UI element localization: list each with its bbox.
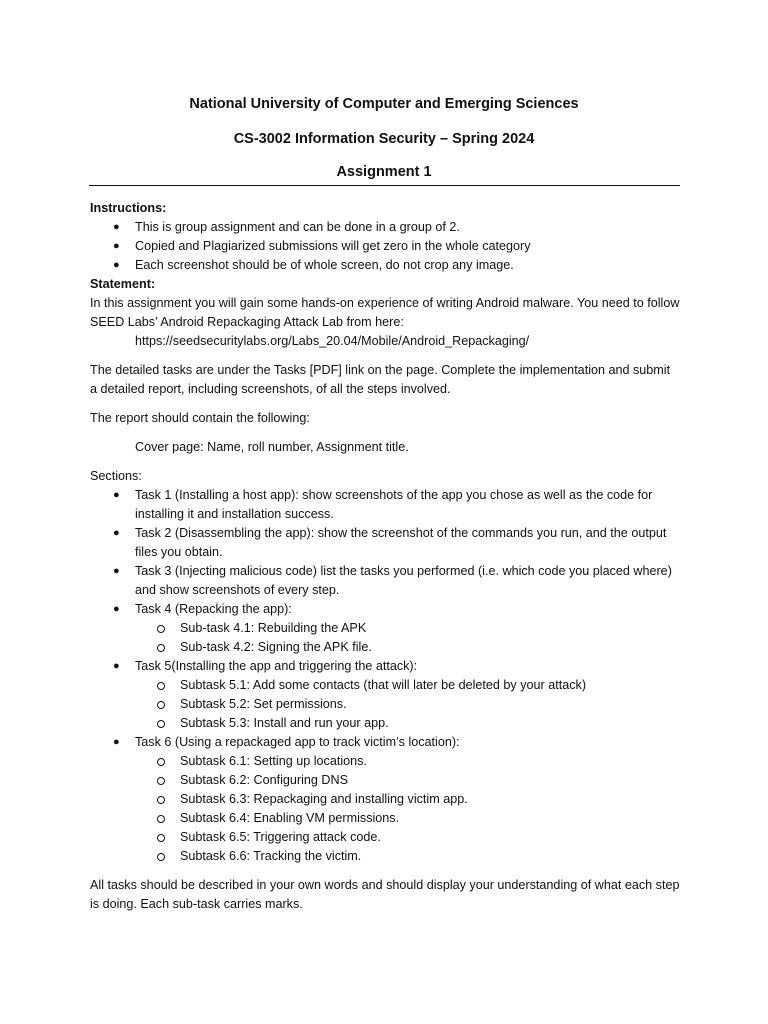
statement-details: The detailed tasks are under the Tasks [PDF] link on the page. Complete the implementation and submit a detailed report, including screenshots, of all the steps involved. [90,363,671,396]
report-intro: The report should contain the following: [90,411,310,425]
list-item: Sub-task 4.2: Signing the APK file. [135,638,680,657]
list-item: Subtask 5.3: Install and run your app. [135,714,680,733]
bullet-icon: ● [113,240,120,252]
subtask-list [135,619,680,657]
university-title: National University of Computer and Emerging Sciences [189,96,579,112]
subtask-list [135,752,680,866]
circle-bullet-icon [157,815,165,823]
bullet-icon: ● [113,527,120,539]
list-item: Subtask 6.5: Triggering attack code. [135,828,680,847]
list-item: ● Copied and Plagiarized submissions will get zero in the whole category [90,237,680,256]
list-item: Subtask 6.6: Tracking the victim. [135,847,680,866]
list-item: ● Task 2 (Disassembling the app): show the screenshot of the commands you run, and the output files you obtain. [113,526,667,559]
statement-intro: In this assignment you will gain some hands-on experience of writing Android malware. You need to follow SEED Labs’ Android Repackaging Attack Lab from here: [90,296,680,329]
list-item: ● Task 3 (Injecting malicious code) list the tasks you performed (i.e. which code you placed where) and show screenshots of every step. [113,564,672,597]
circle-bullet-icon [157,796,165,804]
instructions-heading: Instructions: [90,201,167,215]
bullet-icon: ● [113,660,120,672]
list-item: ● Task 5(Installing the app and triggering the attack): Subtask 5.1: Add some contacts (that will later be deleted by your attack) Subtask 5.2: Set permissions. Subtask 5.3: Install and run your app. [90,657,680,733]
circle-bullet-icon [157,777,165,785]
list-item: Subtask 6.3: Repackaging and installing victim app. [135,790,680,809]
statement-heading: Statement: [90,277,156,291]
sections-label: Sections: [90,469,142,483]
bullet-icon: ● [113,736,120,748]
subtask-list [135,676,680,733]
list-item: ● Task 1 (Installing a host app): show screenshots of the app you chose as well as the code for installing it and installation success. [113,488,653,521]
list-item: ● Each screenshot should be of whole screen, do not crop any image. [90,256,680,275]
list-item: ● This is group assignment and can be done in a group of 2. [90,218,680,237]
assignment-title: Assignment 1 [336,164,432,180]
bullet-icon: ● [113,221,120,233]
cover-page-line: Cover page: Name, roll number, Assignment title. [135,440,409,454]
bullet-icon: ● [113,489,120,501]
circle-bullet-icon [157,758,165,766]
circle-bullet-icon [157,682,165,690]
instructions-list [90,218,680,275]
list-item: Subtask 5.2: Set permissions. [135,695,680,714]
bullet-icon: ● [113,259,120,271]
circle-bullet-icon [157,644,165,652]
list-item: ● Task 4 (Repacking the app): Sub-task 4.1: Rebuilding the APK Sub-task 4.2: Signing the APK file. [90,600,680,657]
bullet-icon: ● [113,603,120,615]
circle-bullet-icon [157,625,165,633]
circle-bullet-icon [157,701,165,709]
lab-url: https://seedsecuritylabs.org/Labs_20.04/Mobile/Android_Repackaging/ [135,334,530,348]
header-divider [89,185,680,186]
bullet-icon: ● [113,565,120,577]
course-title: CS-3002 Information Security – Spring 2024 [233,131,535,147]
list-item: Subtask 6.1: Setting up locations. [135,752,680,771]
tasks-list [90,486,680,866]
list-item: Subtask 6.2: Configuring DNS [135,771,680,790]
circle-bullet-icon [157,720,165,728]
circle-bullet-icon [157,853,165,861]
closing-paragraph: All tasks should be described in your own words and should display your understanding of what each step is doing. Each sub-task carries marks. [90,878,680,911]
circle-bullet-icon [157,834,165,842]
list-item: Subtask 6.4: Enabling VM permissions. [135,809,680,828]
list-item: Subtask 5.1: Add some contacts (that will later be deleted by your attack) [135,676,680,695]
list-item: Sub-task 4.1: Rebuilding the APK [135,619,680,638]
document-body [90,199,680,914]
list-item: ● Task 6 (Using a repackaged app to track victim’s location): Subtask 6.1: Setting up locations. Subtask 6.2: Configuring DNS Subtask 6.3: Repackaging and installing victim app. Subtask 6.4: Enabling VM permissions. Subtask 6.5: Triggering attack code. Subtask 6.6: Tracking the victim. [90,733,680,866]
